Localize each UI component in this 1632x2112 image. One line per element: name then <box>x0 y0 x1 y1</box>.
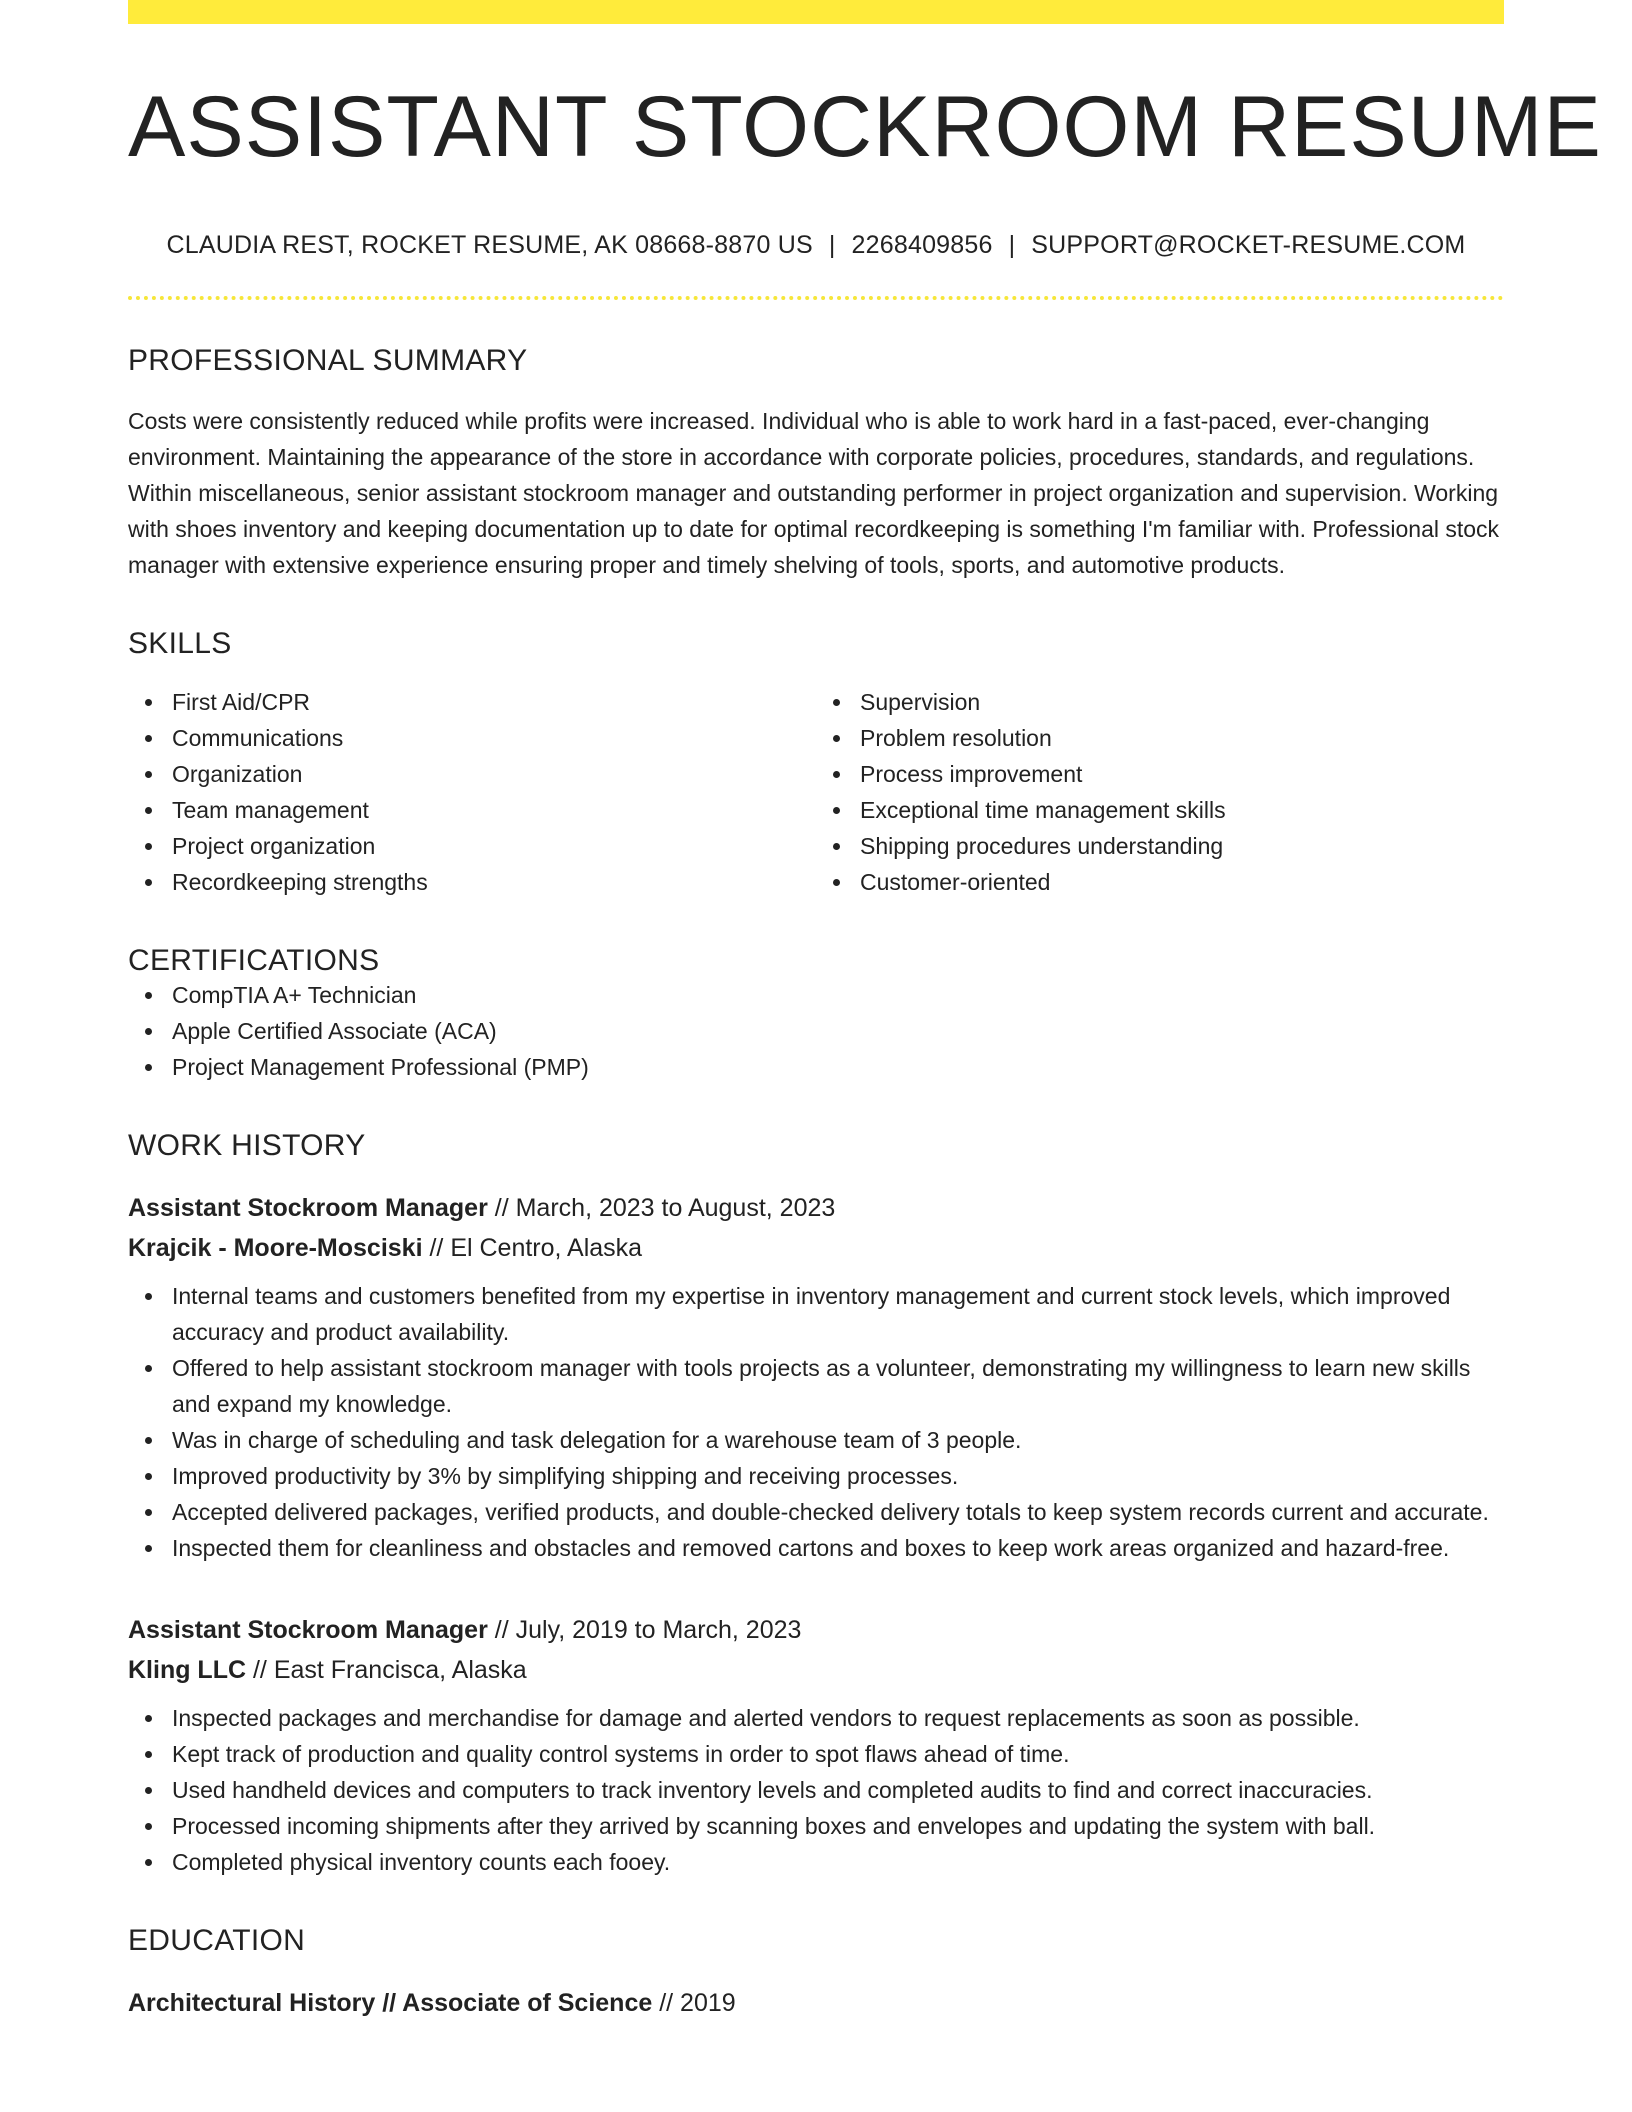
job-bullet: Inspected packages and merchandise for damage and alerted vendors to request replacements as soon as possible. <box>128 1700 1504 1736</box>
skill-item: Recordkeeping strengths <box>128 864 816 900</box>
job-dates: // July, 2019 to March, 2023 <box>487 1615 802 1644</box>
job-bullet: Improved productivity by 3% by simplifying shipping and receiving processes. <box>128 1458 1504 1494</box>
skill-item: Customer-oriented <box>816 864 1504 900</box>
skills-list-left <box>128 684 816 900</box>
certifications-list <box>128 977 1504 1085</box>
skill-item: Team management <box>128 792 816 828</box>
job-bullets <box>128 1278 1504 1566</box>
summary-text: Costs were consistently reduced while profits were increased. Individual who is able to work hard in a fast-paced, ever-changing environment. Maintaining the appearance of the store in accordance with corporate policies, procedures, standards, and regulations. Within miscellaneous, senior assistant stockroom manager and outstanding performer in project organization and supervision. Working with shoes inventory and keeping documentation up to date for optimal recordkeeping is something I'm familiar with. Professional stock manager with extensive experience ensuring proper and timely shelving of tools, sports, and automotive products. <box>128 407 1500 578</box>
work-history-section <box>128 1129 1504 1880</box>
job-location: // East Francisca, Alaska <box>246 1655 527 1684</box>
job-bullet: Kept track of production and quality control systems in order to spot flaws ahead of time. <box>128 1736 1504 1772</box>
education-entry <box>128 1983 1504 2023</box>
skill-item: Organization <box>128 756 816 792</box>
skills-section <box>128 627 1504 900</box>
skill-item: Process improvement <box>816 756 1504 792</box>
job-company-line <box>128 1650 1504 1690</box>
job-entry <box>128 1188 1504 1566</box>
certification-item: Project Management Professional (PMP) <box>128 1049 1504 1085</box>
education-heading: EDUCATION <box>128 1923 306 1957</box>
job-title: Assistant Stockroom Manager <box>128 1193 488 1222</box>
job-company: Kling LLC <box>128 1655 247 1684</box>
job-bullets <box>128 1700 1504 1880</box>
skill-item: Problem resolution <box>816 720 1504 756</box>
job-bullet: Internal teams and customers benefited from my expertise in inventory management and current stock levels, which improved accuracy and product availability. <box>128 1278 1504 1350</box>
job-bullet: Completed physical inventory counts each fooey. <box>128 1844 1504 1880</box>
job-bullet: Used handheld devices and computers to track inventory levels and completed audits to find and correct inaccuracies. <box>128 1772 1504 1808</box>
job-company-line <box>128 1228 1504 1268</box>
job-location: // El Centro, Alaska <box>422 1233 643 1262</box>
job-bullet: Offered to help assistant stockroom manager with tools projects as a volunteer, demonstrating my willingness to learn new skills and expand my knowledge. <box>128 1350 1504 1422</box>
job-bullet: Was in charge of scheduling and task delegation for a warehouse team of 3 people. <box>128 1422 1504 1458</box>
certifications-section <box>128 944 1504 1085</box>
skill-item: Communications <box>128 720 816 756</box>
contact-line <box>128 231 1504 260</box>
job-title: Assistant Stockroom Manager <box>128 1615 488 1644</box>
contact-phone: 2268409856 <box>851 230 993 259</box>
certifications-heading: CERTIFICATIONS <box>128 943 380 977</box>
job-title-line <box>128 1610 1504 1650</box>
skills-columns <box>128 684 1504 900</box>
contact-address: CLAUDIA REST, ROCKET RESUME, AK 08668-8870 US <box>166 230 813 259</box>
work-history-heading: WORK HISTORY <box>128 1128 366 1162</box>
summary-section <box>128 344 1504 583</box>
skill-item: Supervision <box>816 684 1504 720</box>
top-accent-bar <box>128 0 1504 24</box>
skill-item: Project organization <box>128 828 816 864</box>
contact-email: SUPPORT@ROCKET-RESUME.COM <box>1031 230 1466 259</box>
skill-item: Shipping procedures understanding <box>816 828 1504 864</box>
certification-item: CompTIA A+ Technician <box>128 977 1504 1013</box>
certification-item: Apple Certified Associate (ACA) <box>128 1013 1504 1049</box>
skills-list-right <box>816 684 1504 900</box>
skill-item: First Aid/CPR <box>128 684 816 720</box>
job-dates: // March, 2023 to August, 2023 <box>487 1193 836 1222</box>
skill-item: Exceptional time management skills <box>816 792 1504 828</box>
summary-heading: PROFESSIONAL SUMMARY <box>128 343 528 377</box>
job-company: Krajcik - Moore-Mosciski <box>128 1233 423 1262</box>
education-field: Architectural History // Associate of Science <box>128 1988 653 2017</box>
resume-page <box>128 0 1602 2023</box>
education-year: // 2019 <box>652 1988 736 2017</box>
job-bullet: Processed incoming shipments after they arrived by scanning boxes and envelopes and updating the system with ball. <box>128 1808 1504 1844</box>
contact-separator: | <box>1008 230 1016 259</box>
job-bullet: Inspected them for cleanliness and obstacles and removed cartons and boxes to keep work areas organized and hazard-free. <box>128 1530 1504 1566</box>
contact-separator: | <box>828 230 836 259</box>
job-bullet: Accepted delivered packages, verified products, and double-checked delivery totals to keep system records current and accurate. <box>128 1494 1504 1530</box>
header-divider <box>128 296 1504 300</box>
resume-title: ASSISTANT STOCKROOM RESUME <box>128 79 1602 175</box>
education-section <box>128 1924 1504 2023</box>
skills-heading: SKILLS <box>128 626 232 660</box>
job-title-line <box>128 1188 1504 1228</box>
job-entry <box>128 1610 1504 1880</box>
